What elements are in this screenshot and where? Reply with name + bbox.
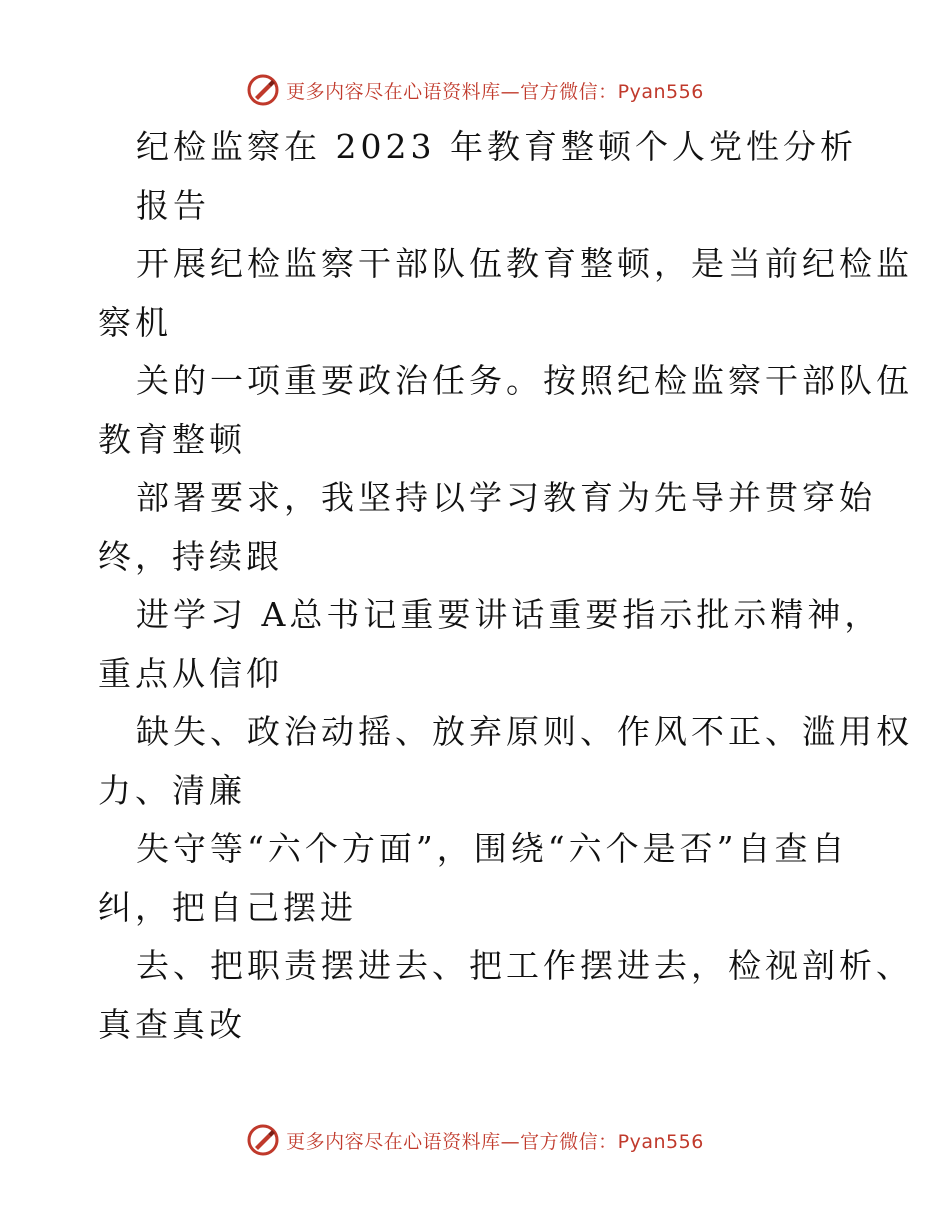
footer-banner (0, 1120, 950, 1160)
text-line-5: 关的一项重要政治任务。按照纪检监察干部队伍 (136, 361, 913, 400)
document-body (98, 118, 913, 1054)
text-line-4: 察机 (98, 302, 172, 342)
text-line-7: 部署要求，我坚持以学习教育为先导并贯穿始 (136, 478, 876, 517)
text-line-14: 纠，把自己摆进 (98, 887, 357, 927)
text-line-15: 去、把职责摆进去、把工作摆进去，检视剖析、 (136, 946, 913, 985)
text-line-13: 失守等“六个方面”，围绕“六个是否”自查自 (136, 829, 849, 868)
text-line-2: 报告 (136, 185, 210, 225)
text-line-10: 重点从信仰 (98, 653, 283, 693)
text-line-9: 进学习 A总书记重要讲话重要指示批示精神， (136, 595, 882, 634)
header-banner (0, 70, 950, 110)
text-line-3: 开展纪检监察干部队伍教育整顿，是当前纪检监 (136, 244, 913, 283)
text-line-11: 缺失、政治动摇、放弃原则、作风不正、滥用权 (136, 712, 913, 751)
header-banner-text: 更多内容尽在心语资料库—官方微信：Pyan556 (286, 80, 704, 103)
text-line-12: 力、清廉 (98, 770, 246, 810)
pen-logo-icon (246, 73, 280, 107)
pen-logo-icon (246, 1123, 280, 1157)
text-line-16: 真查真改 (98, 1004, 246, 1044)
footer-banner-text: 更多内容尽在心语资料库—官方微信：Pyan556 (286, 1130, 704, 1153)
text-line-1: 纪检监察在 2023 年教育整顿个人党性分析 (136, 127, 857, 166)
text-line-8: 终，持续跟 (98, 536, 283, 576)
text-line-6: 教育整顿 (98, 419, 246, 459)
